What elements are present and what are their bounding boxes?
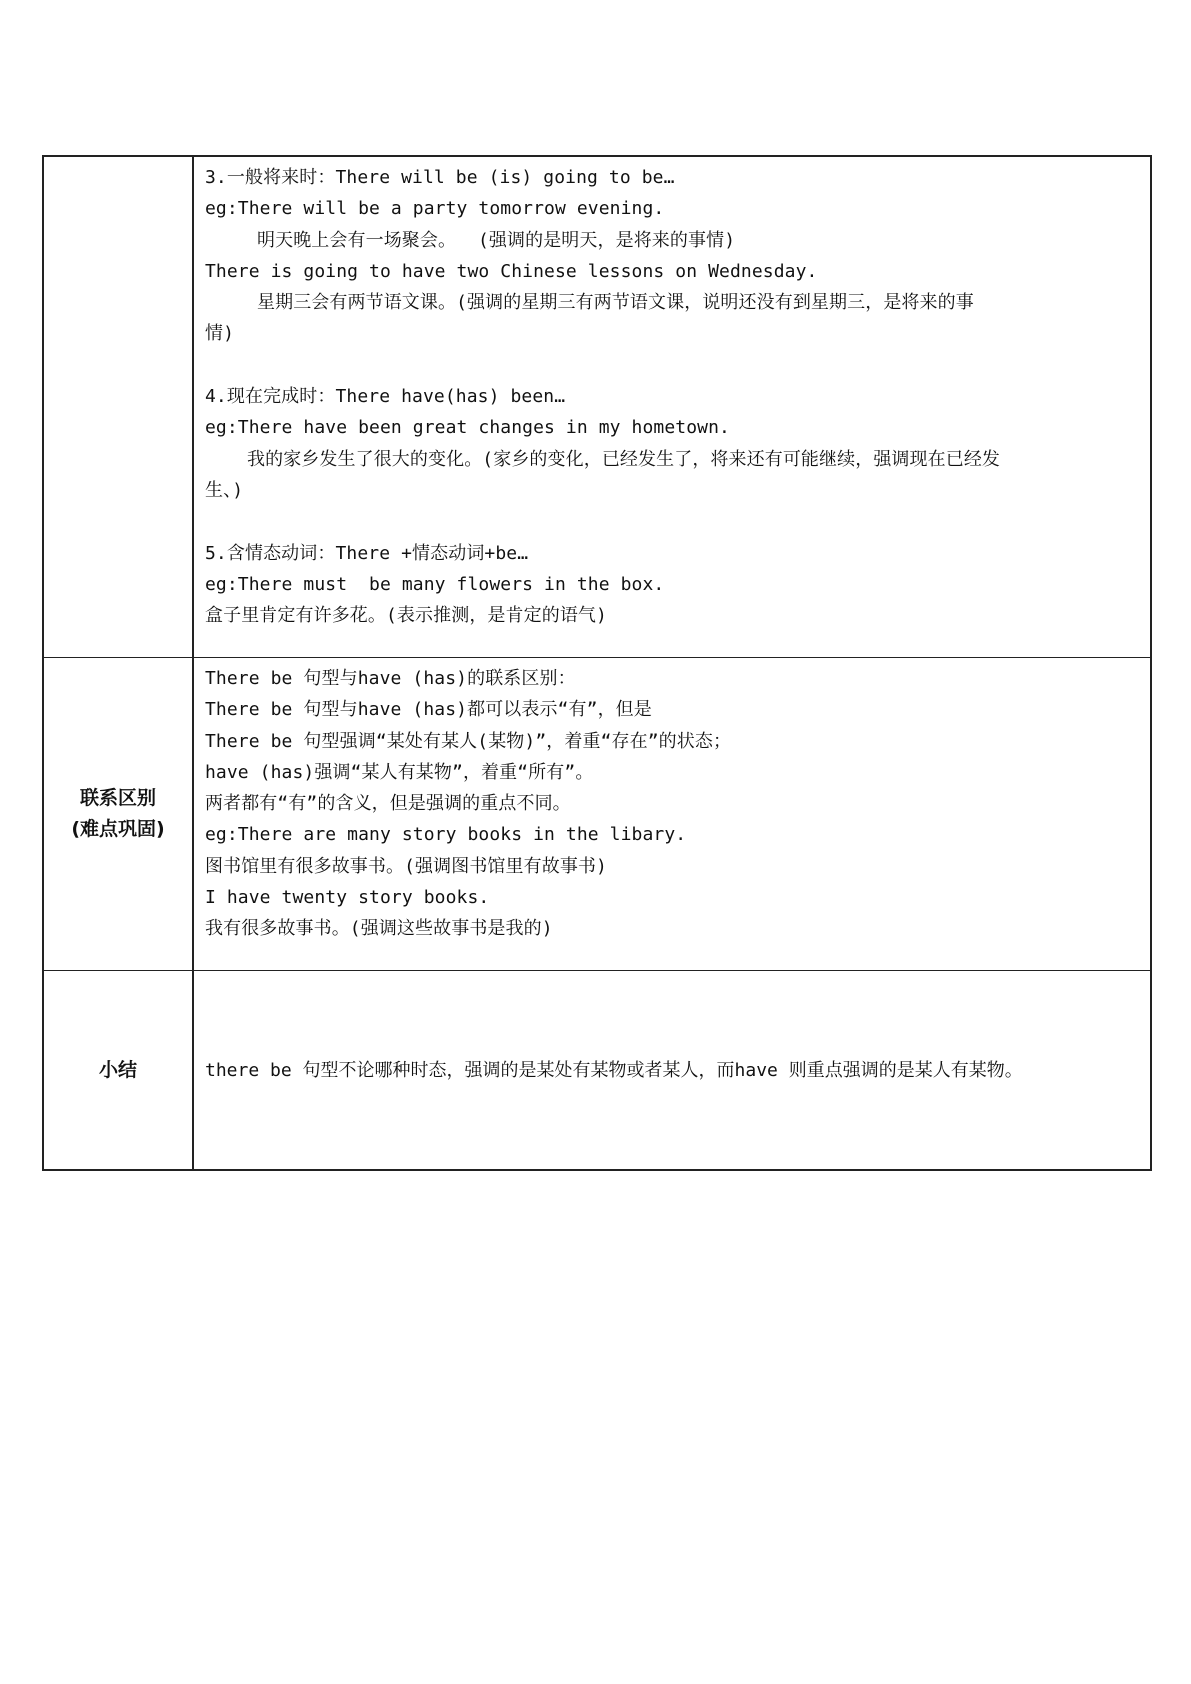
row-label: 联系区别 (79, 787, 156, 809)
content-line: 两者都有“有”的含义，但是强调的重点不同。 (205, 793, 571, 815)
row-label: (难点巩固) (71, 818, 165, 840)
lesson-table (42, 155, 1152, 1171)
content-line: 我的家乡发生了很大的变化。(家乡的变化，已经发生了，将来还有可能继续，强调现在已经发 (247, 448, 1001, 470)
content-line: have (has)强调“某人有某物”，着重“所有”。 (205, 761, 594, 783)
row-content (194, 157, 1150, 631)
row-label: 小结 (98, 1058, 137, 1081)
content-line: 3.一般将来时：There will be (is) going to be… (205, 167, 675, 188)
table-row (43, 971, 1151, 1171)
row-content-cell (193, 971, 1151, 1171)
table-row (43, 658, 1151, 971)
content-line: eg:There have been great changes in my hometown. (205, 417, 730, 439)
row-content (194, 658, 1150, 945)
row-content-cell (193, 658, 1151, 971)
content-line: I have twenty story books. (205, 887, 490, 909)
content-line: There be 句型与have (has)都可以表示“有”，但是 (205, 699, 652, 721)
summary-text: there be 句型不论哪种时态，强调的是某处有某物或者某人，而have 则重点强调的是某人有某物。 (205, 1059, 1023, 1081)
content-line: 5.含情态动词：There +情态动词+be… (205, 542, 529, 564)
content-line: 图书馆里有很多故事书。(强调图书馆里有故事书) (205, 855, 607, 877)
content-line: 星期三会有两节语文课。(强调的星期三有两节语文课，说明还没有到星期三，是将来的事 (257, 292, 974, 314)
table-row (43, 156, 1151, 658)
content-line (205, 350, 1140, 381)
content-line: eg:There will be a party tomorrow evening. (205, 198, 665, 220)
content-line (205, 506, 1140, 537)
content-line: 情) (205, 323, 235, 345)
row-content-cell (193, 156, 1151, 658)
content-line: 盒子里肯定有许多花。(表示推测，是肯定的语气) (205, 605, 607, 627)
content-line: There be 句型与have (has)的联系区别： (205, 668, 576, 689)
content-line: There be 句型强调“某处有某人(某物)”，着重“存在”的状态； (205, 730, 732, 752)
content-line: There is going to have two Chinese lessons on Wednesday. (205, 260, 818, 282)
content-line: 4.现在完成时：There have(has) been… (205, 386, 566, 408)
content-line: 生、) (205, 479, 244, 501)
content-line: 我有很多故事书。(强调这些故事书是我的) (205, 918, 553, 940)
row-label-cell (43, 658, 193, 971)
row-label-cell (43, 971, 193, 1171)
content-line: eg:There must be many flowers in the box. (205, 573, 665, 595)
content-line: 明天晚上会有一场聚会。 (强调的是明天，是将来的事情) (257, 229, 736, 251)
content-line: eg:There are many story books in the libary. (205, 824, 687, 846)
row-label-cell (43, 156, 193, 658)
